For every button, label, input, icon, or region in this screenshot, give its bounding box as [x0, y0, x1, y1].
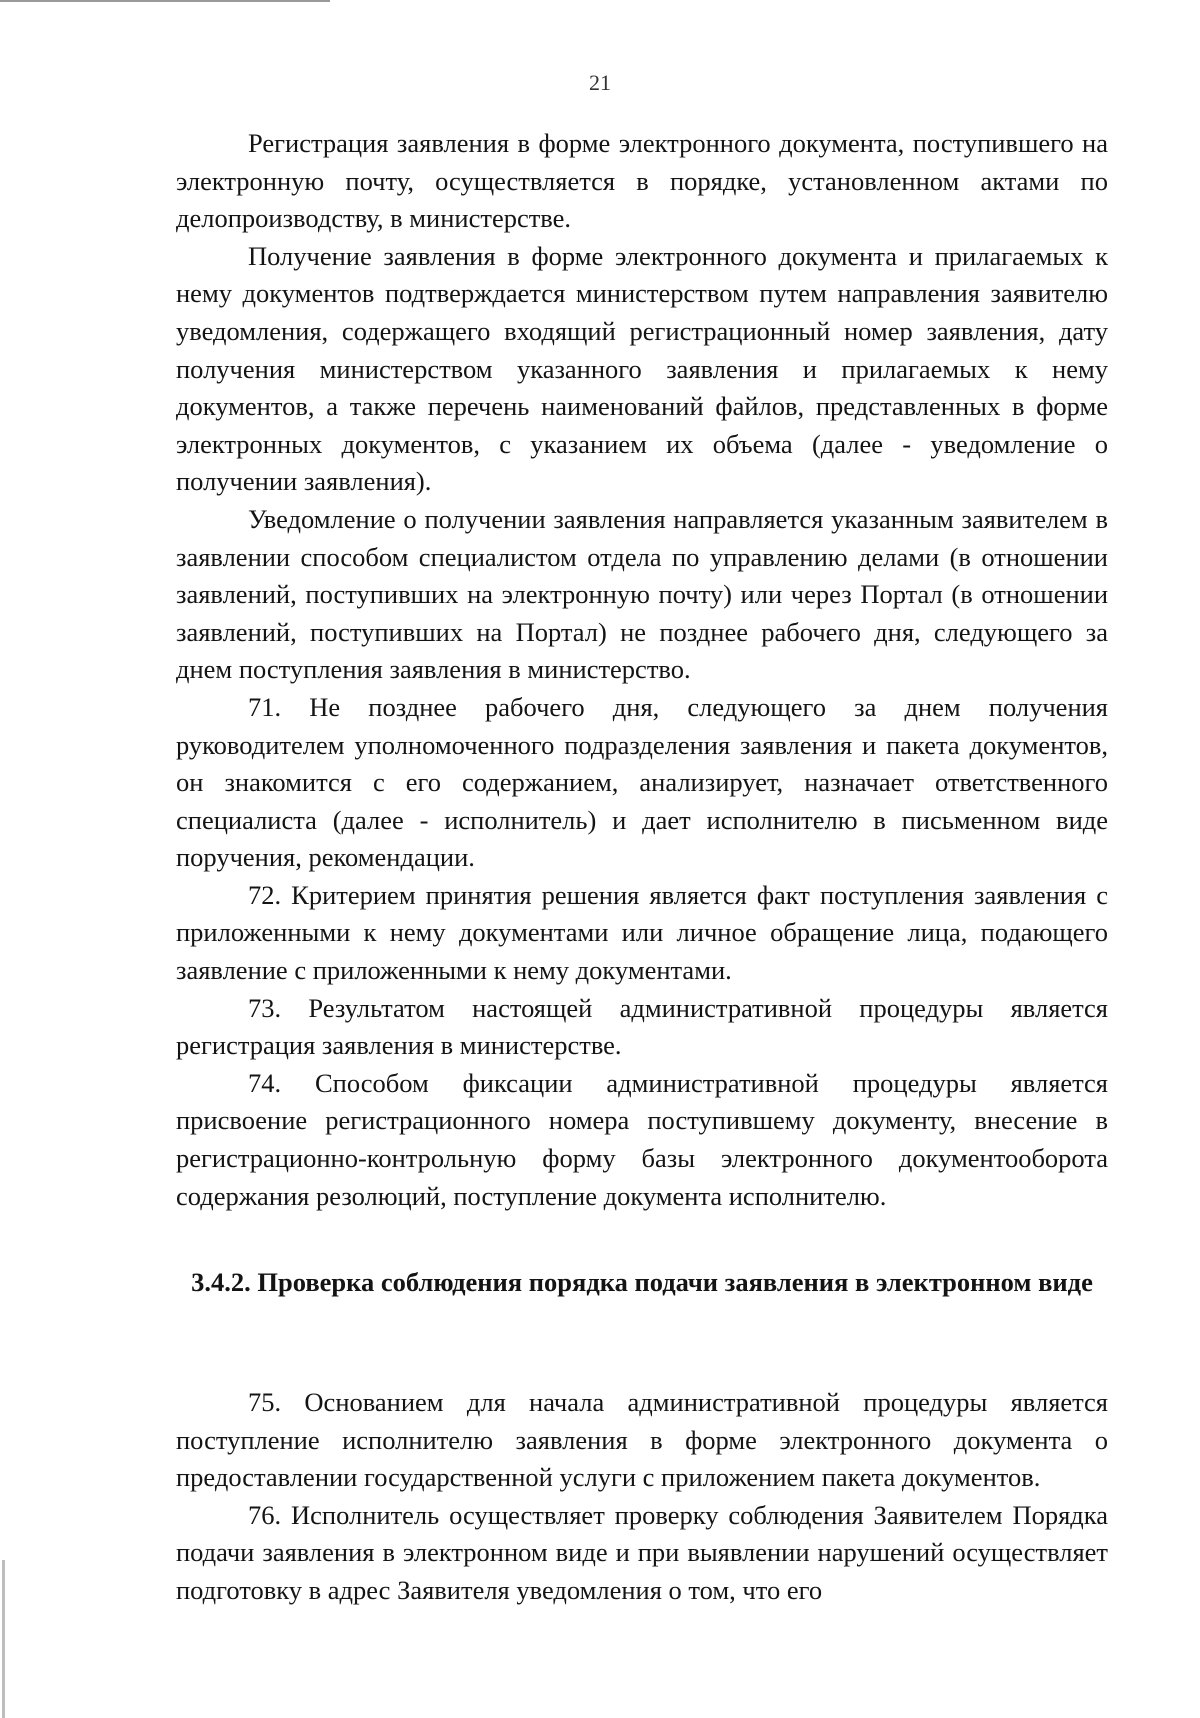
body-text-top	[176, 125, 1108, 1215]
paragraph: Регистрация заявления в форме электронного документа, поступившего на электронную почту, осуществляется в порядке, установленном актами по делопроизводству, в министерстве.	[176, 128, 1108, 234]
paragraph-73: 73. Результатом настоящей административной процедуры является регистрация заявления в министерстве.	[176, 992, 1108, 1061]
scan-artifact-top	[0, 0, 330, 12]
paragraph: Уведомление о получении заявления направляется указанным заявителем в заявлении способом специалистом отдела по управлению делами (в отношении заявлений, поступивших на электронную почту) или через Портал (в отношении заявлений, поступивших на Портал) не позднее рабочего дня, следующего за днем поступления заявления в министерство.	[176, 503, 1108, 685]
paragraph-72: 72. Критерием принятия решения является факт поступления заявления с приложенными к нему документами или личное обращение лица, подающего заявление с приложенными к нему документами.	[176, 879, 1108, 986]
page-number: 21	[589, 70, 611, 95]
paragraph-76: 76. Исполнитель осуществляет проверку соблюдения Заявителем Порядка подачи заявления в электронном виде и при выявлении нарушений осуществляет подготовку в адрес Заявителя уведомления о том, что его	[176, 1499, 1108, 1605]
paragraph-74: 74. Способом фиксации административной процедуры является присвоение регистрационного номера поступившему документу, внесение в регистрационно-контрольную форму базы электронного документооборота содержания резолюций, поступление документа исполнителю.	[176, 1067, 1108, 1211]
paragraph-75: 75. Основанием для начала административной процедуры является поступление исполнителю заявления в форме электронного документа о предоставлении государственной услуги с приложением пакета документов.	[176, 1387, 1108, 1493]
paragraph-71: 71. Не позднее рабочего дня, следующего за днем получения руководителем уполномоченного подразделения заявления и пакета документов, он знакомится с его содержанием, анализирует, назначает ответственного специалиста (далее - исполнитель) и дает исполнителю в письменном виде поручения, рекомендации.	[176, 691, 1108, 873]
scan-artifact-left	[2, 1560, 5, 1718]
body-text-bottom	[176, 1384, 1108, 1610]
section-heading: 3.4.2. Проверка соблюдения порядка подачи заявления в электронном виде	[191, 1267, 1093, 1297]
paragraph: Получение заявления в форме электронного документа и прилагаемых к нему документов подтверждается министерством путем направления заявителю уведомления, содержащего входящий регистрационный номер заявления, дату получения министерством указанного заявления и прилагаемых к нему документов, а также перечень наименований файлов, представленных в форме электронных документов, с указанием их объема (далее - уведомление о получении заявления).	[176, 240, 1108, 497]
